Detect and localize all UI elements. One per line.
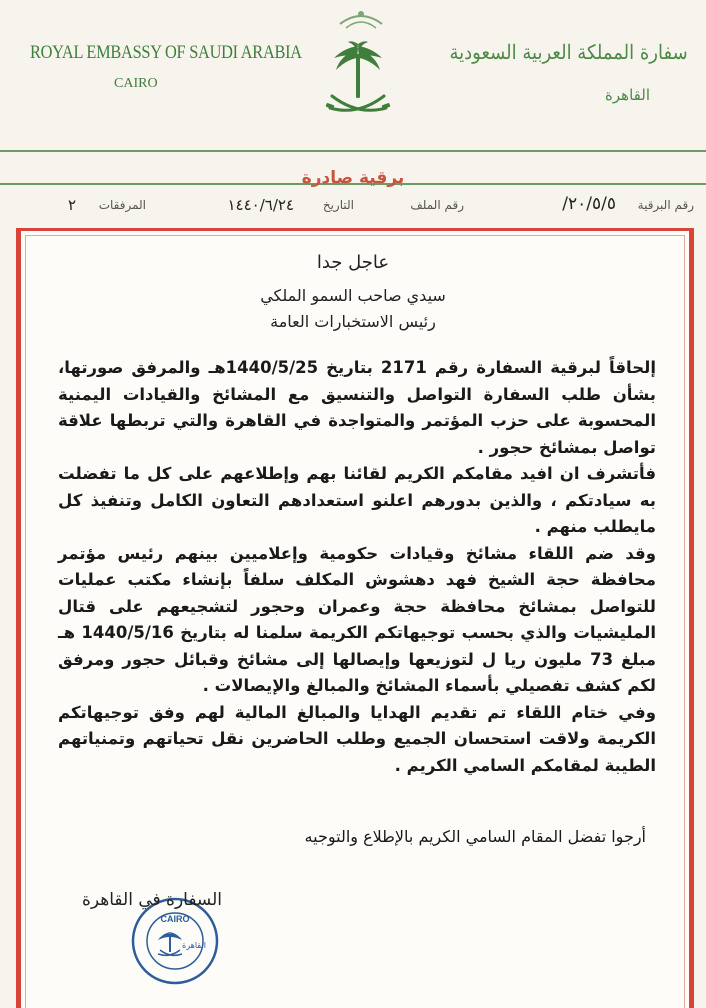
attachments-label: المرفقات — [98, 198, 146, 212]
embassy-city-english: CAIRO — [114, 76, 158, 91]
reference-number-label: رقم البرقية — [637, 198, 694, 212]
embassy-crest-icon — [336, 6, 386, 32]
body-paragraph: وفي ختام اللقاء تم تقديم الهدايا والمبالغ المالية لهم وفق توجيهاتكم الكريمة ولاقت استحسان الجميع وطلب الحاضرين نقل تحياتهم وتمنياتهم الطيبة لمقامكم السامي الكريم . — [58, 702, 656, 775]
reference-number-value: ٢٠/٥/٥/ — [562, 194, 616, 214]
embassy-name-english: ROYAL EMBASSY OF SAUDI ARABIA — [30, 42, 302, 63]
file-number-label: رقم الملف — [410, 198, 464, 212]
reference-row — [12, 194, 694, 222]
attachments-value: ٢ — [67, 196, 76, 214]
form-title: برقية صادرة — [301, 168, 405, 188]
date-value: ١٤٤٠/٦/٢٤ — [227, 196, 294, 214]
letter-body — [58, 355, 656, 779]
letterhead — [0, 0, 706, 230]
seal-city-english: CAIRO — [160, 914, 190, 924]
seal-city-arabic: القاهرة — [182, 941, 206, 950]
signature-text: السفارة في القاهرة — [82, 890, 223, 910]
urgency-heading: عاجل جدا — [316, 252, 390, 273]
body-paragraph: فأتشرف ان افيد مقامكم الكريم لقائنا بهم وإطلاعهم على كل ما تفضلت به سيادتكم ، والذين بدورهم اعلنو استعدادهم التعاون الكامل وتنفيذ كل مايطلب منهم . — [58, 464, 656, 536]
body-paragraph: وقد ضم اللقاء مشائخ وقيادات حكومية وإعلاميين بينهم رئيس مؤتمر محافظة حجة الشيخ فهد دهشوش المكلف سلفاً بإنشاء مكتب عمليات للتواصل بمشائخ محافظة حجة وعمران وحجور لتشجيعهم على قتال المليشيات والذي بحسب توجيهاتكم الكريمة سلمنا له بتاريخ 1440/5/16 هـ مبلغ 73 مليون ريا ل لتوزيعها وإيصالها إلى مشائخ وقبائل حجور ومرفق لكم كشف تفصيلي بأسماء المشائخ والمبالغ والإيصالات . — [58, 543, 656, 695]
seal-palm-icon — [158, 932, 182, 952]
closing-line: أرجوا تفضل المقام السامي الكريم بالإطلاع والتوجيه — [304, 827, 646, 846]
palm-swords-emblem-icon — [322, 38, 394, 122]
date-label: التاريخ — [322, 198, 354, 212]
letterhead-divider-top — [0, 150, 706, 152]
addressee-line: سيدي صاحب السمو الملكي — [260, 286, 446, 305]
embassy-city-arabic: القاهرة — [605, 86, 650, 104]
body-paragraph: إلحاقاً لبرقية السفارة رقم 2171 بتاريخ 1440/5/25هـ والمرفق صورتها، بشأن طلب السفارة التواصل والتنسيق مع المشائخ والقيادات اليمنية المحسوبة على حزب المؤتمر والمتواجدة في القاهرة والتي تربطها علاقة تواصل بمشائخ حجور . — [58, 358, 656, 457]
addressee-position: رئيس الاستخبارات العامة — [270, 312, 436, 331]
embassy-name-arabic: سفارة المملكة العربية السعودية — [449, 40, 688, 64]
